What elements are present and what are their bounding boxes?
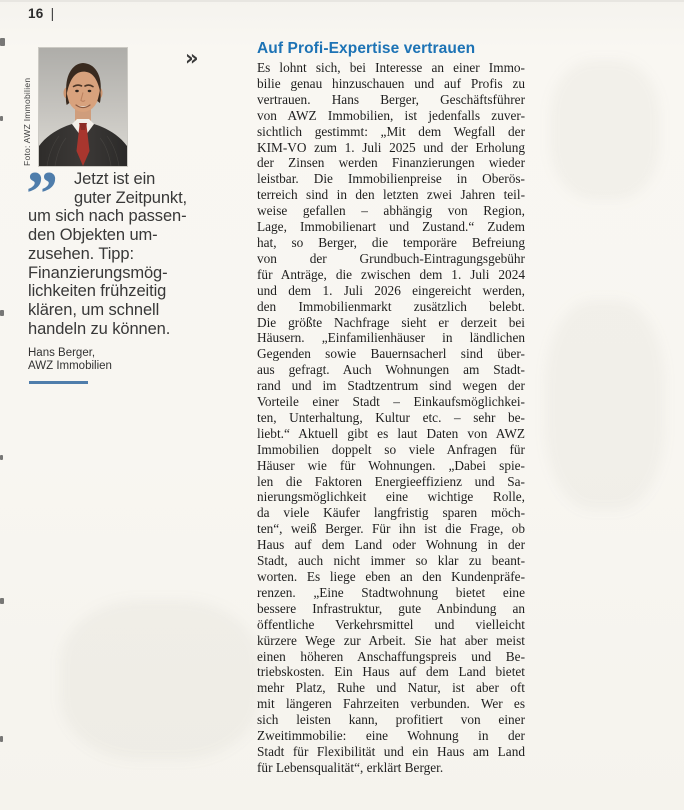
page-number [28, 6, 54, 21]
article-line: vertrauen. Hans Berger, Geschäftsführer [257, 91, 525, 107]
article-line: mit längeren Fahrzeiten verbunden. Wer es [257, 696, 525, 712]
quote-glyph: ” [26, 158, 56, 229]
article-line: sichtlich gestimmt: „Mit dem Wegfall der [257, 123, 525, 139]
scan-artifact [0, 736, 3, 742]
article-line: bessere Infrastruktur, gute Anbindung an [257, 600, 525, 616]
print-bleed-ghost [545, 300, 665, 510]
article-line: ten, Unterhaltung, Kultur etc. – sehr be- [257, 409, 525, 425]
pull-quote-line: lichkeiten frühzeitig [28, 282, 167, 301]
pull-quote-line: den Objekten um- [28, 226, 158, 245]
article-line: Gegenden sowie Bauernsacherl sind über- [257, 346, 525, 362]
scan-artifact [0, 455, 3, 460]
article-line: den Immobilienmarkt zusätzlich belebt. [257, 298, 525, 314]
article [257, 40, 525, 776]
article-line: Stadt, auch nicht immer so klar zu beant- [257, 553, 525, 569]
article-line: terreich sind in den letzten zwei Jahren teil- [257, 187, 525, 203]
print-bleed-ghost [60, 600, 260, 760]
article-line: Zweitimmobilie: eine Wohnung in der [257, 728, 525, 744]
article-line: Die größte Nachfrage sieht er derzeit bei [257, 314, 525, 330]
article-line: aus gefragt. Auch Wohnungen am Stadt- [257, 362, 525, 378]
article-line: und dem 1. Juli 2026 eingereicht werden, [257, 282, 525, 298]
article-line: renzen. „Eine Stadtwohnung bietet eine [257, 584, 525, 600]
article-line: mehr Platz, Ruhe und Natur, ist aber oft [257, 680, 525, 696]
attribution-line: AWZ Immobilien [28, 360, 112, 372]
pull-quote-line: handeln zu können. [28, 319, 171, 338]
article-line: Es lohnt sich, bei Interesse an einer Immo- [257, 60, 525, 75]
article-body [257, 60, 525, 776]
article-line: weise gefallen – abhängig von Region, [257, 203, 525, 219]
article-line: bilie genau hinzuschauen und auf Profis zu [257, 75, 525, 91]
article-line: Haus auf dem Land oder Wohnung in der [257, 537, 525, 553]
article-line: ten“, weiß Berger. Für ihn ist die Frage, ob [257, 521, 525, 537]
article-line: KIM-VO zum 1. Juli 2025 und der Erholung [257, 139, 525, 155]
article-line: da viele Käufer langfristig sparen möch- [257, 505, 525, 521]
article-line: Immobilien doppelt so viele Anfragen für [257, 441, 525, 457]
article-line: einen höheren Anschaffungspreis und Be- [257, 648, 525, 664]
scan-artifact [0, 38, 5, 46]
print-bleed-ghost [550, 60, 660, 200]
article-line: worten. Es liege eben an den Kundenpräfe- [257, 569, 525, 584]
photo-credit: Foto: AWZ Immobilien [22, 77, 32, 166]
portrait-photo-hans-berger [39, 48, 127, 166]
scan-artifact [0, 598, 4, 604]
scan-artifact [0, 116, 3, 121]
article-line: len die Faktoren Energieeffizienz und Sa- [257, 473, 525, 489]
quote-icon [26, 158, 74, 229]
article-line: sich leisten kann, profitiert von einer [257, 712, 525, 728]
article-line: Häusern. „Einfamilienhäuser in ländlichen [257, 330, 525, 346]
article-line: liebt.“ Aktuell gibt es laut Daten von AWZ [257, 425, 525, 441]
article-line: Häuser wie für Wohnungen. „Dabei spie- [257, 457, 525, 473]
article-line: von der Grundbuch-Eintragungsgebühr [257, 250, 525, 266]
article-line: triebskosten. Ein Haus auf dem Land bietet [257, 664, 525, 680]
pull-quote-line: zusehen. Tipp: [28, 244, 134, 263]
pull-quote-line: um sich nach passen- [28, 207, 187, 226]
article-line: von AWZ Immobilien, ist jedenfalls zuver- [257, 107, 525, 123]
page-number-value: 16 [28, 6, 44, 21]
article-line: hat, so Berger, die temporäre Befreiung [257, 234, 525, 250]
pull-quote-line: Jetzt ist ein [74, 170, 156, 188]
article-line: öffentliche Verkehrsmittel und vielleicht [257, 616, 525, 632]
article-line: Lage, Immobilienart und Zustand.“ Zudem [257, 219, 525, 235]
pull-quote-line: Finanzierungsmög- [28, 263, 168, 282]
article-heading: Auf Profi-Expertise vertrauen [257, 40, 476, 57]
article-line: leistbar. Die Immobilienpreise in Oberös- [257, 171, 525, 187]
article-line: Stadt für Flexibilität und ein Haus am Land [257, 743, 525, 759]
pull-quote-line: guter Zeitpunkt, [74, 188, 188, 207]
article-line: der Zinsen werden Finanzierungen wieder [257, 155, 525, 171]
article-line: rand und im Stadtzentrum sind wegen der [257, 378, 525, 394]
section-divider-rule [29, 381, 88, 384]
article-line: für Anträge, die zwischen dem 1. Juli 2024 [257, 266, 525, 282]
continuation-arrows-icon: » [185, 46, 199, 70]
pull-quote [26, 158, 224, 338]
article-line: Vorteile einer Stadt – Einkaufsmöglichkei- [257, 394, 525, 410]
page-number-divider: | [50, 6, 55, 21]
attribution-line: Hans Berger, [28, 347, 96, 359]
scan-artifact [0, 310, 4, 316]
portrait-image [39, 48, 127, 166]
pull-quote-line: klären, um schnell [28, 300, 160, 319]
quote-attribution [28, 347, 112, 373]
article-line: kürzere Wege zur Arbeit. Sie hat aber meist [257, 632, 525, 648]
article-line: für Lebensqualität“, erklärt Berger. [257, 759, 444, 775]
article-line: nierungsmöglichkeit eine wichtige Rolle, [257, 489, 525, 505]
